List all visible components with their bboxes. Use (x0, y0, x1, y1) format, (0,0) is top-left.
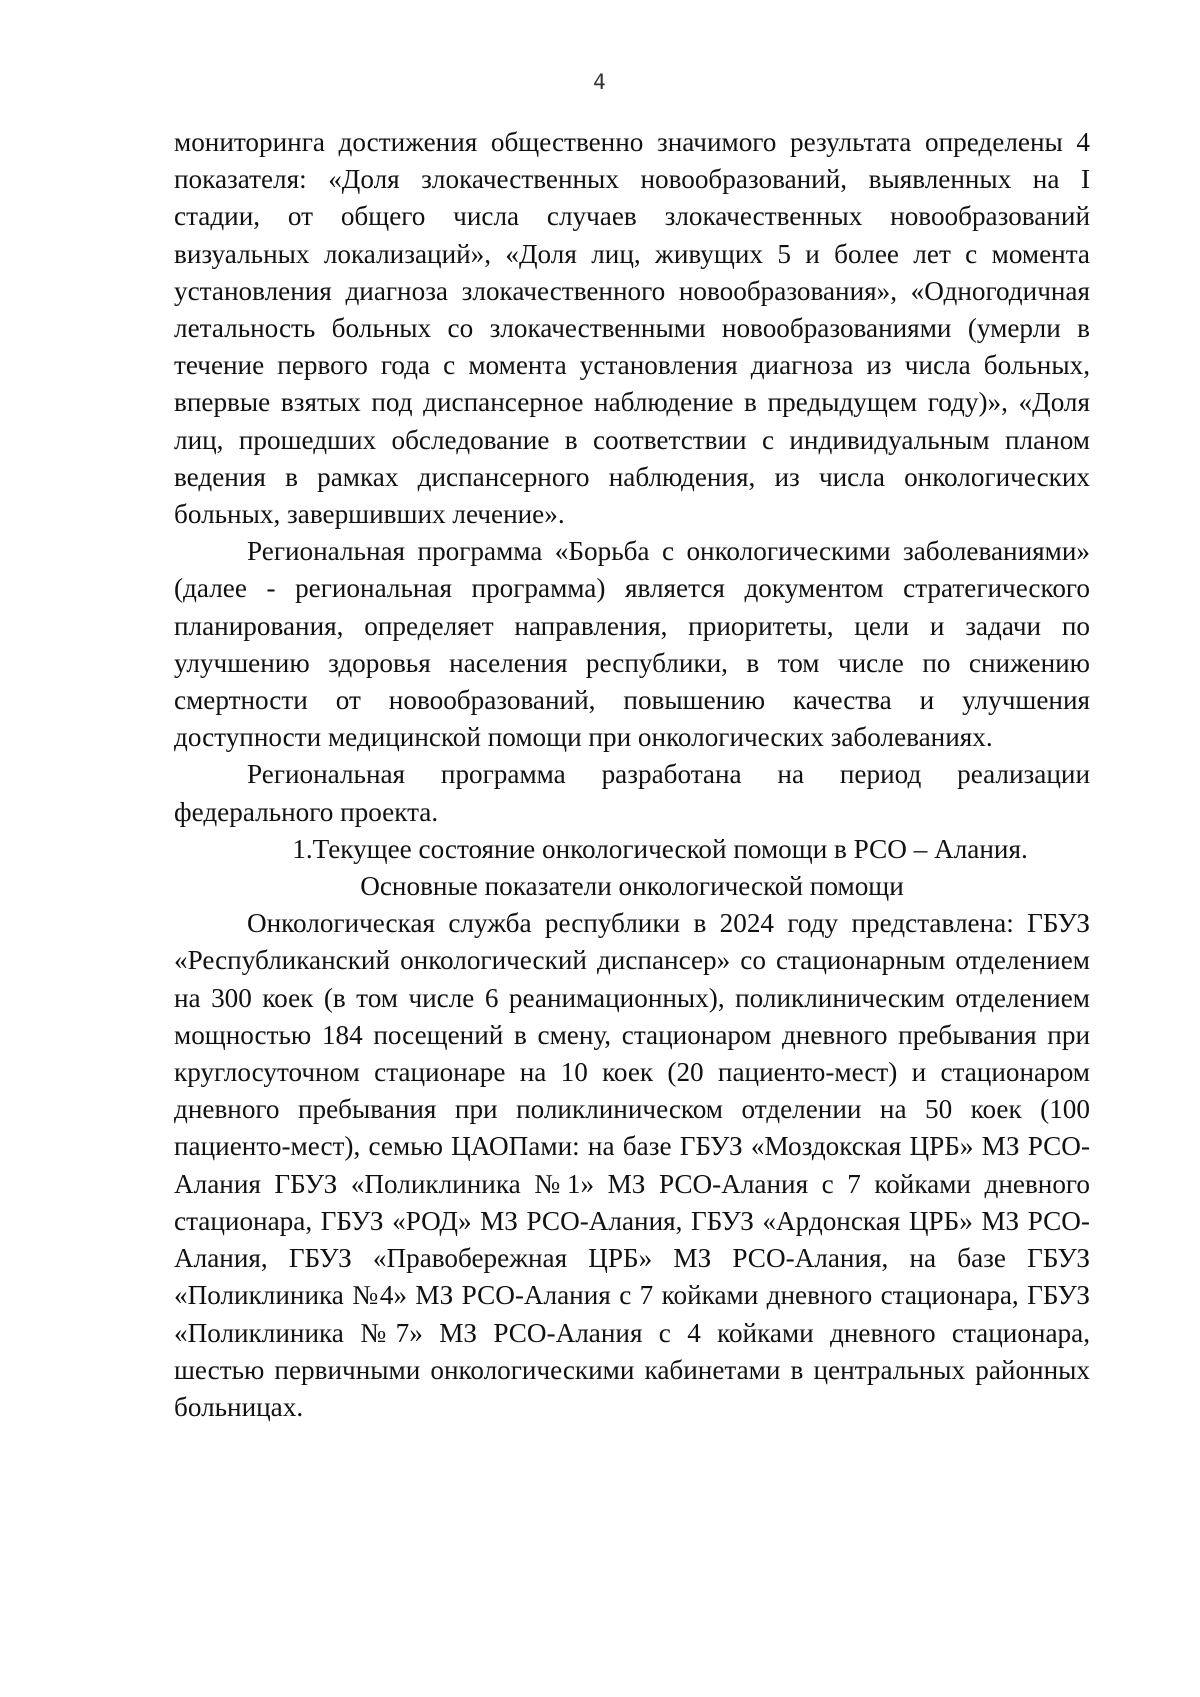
paragraph-program-period: Региональная программа разработана на период реализации федерального проекта. (174, 759, 1090, 827)
paragraph-oncology-service: Онкологическая служба республики в 2024 году представлена: ГБУЗ «Республиканский онкологический диспансер» со стационарным отделением на 300 коек (в том числе 6 реанимационных), поликлиническим отделением мощностью 184 посещений в смену, стационаром дневного пребывания при круглосуточном стационаре на 10 коек (20 пациенто-мест) и стационаром дневного пребывания при поликлиническом отделении на 50 коек (100 пациенто-мест), семью ЦАОПами: на базе ГБУЗ «Моздокская ЦРБ» МЗ РСО-Алания ГБУЗ «Поликлиника №1» МЗ РСО-Алания с 7 койками дневного стационара, ГБУЗ «РОД» МЗ РСО-Алания, ГБУЗ «Ардонская ЦРБ» МЗ РСО-Алания, ГБУЗ «Правобережная ЦРБ» МЗ РСО-Алания, на базе ГБУЗ «Поликлиника №4» МЗ РСО-Алания с 7 койками дневного стационара, ГБУЗ «Поликлиника №7» МЗ РСО-Алания с 4 койками дневного стационара, шестью первичными онкологическими кабинетами в центральных районных больницах. (174, 908, 1090, 1422)
paragraph-monitoring-indicators: мониторинга достижения общественно значимого результата определены 4 показателя: «Доля злокачественных новообразований, выявленных на I стадии, от общего числа случаев злокачественных новообразований визуальных локализаций», «Доля лиц, живущих 5 и более лет с момента установления диагноза злокачественного новообразования», «Одногодичная летальность больных со злокачественными новообразованиями (умерли в течение первого года с момента установления диагноза из числа больных, впервые взятых под диспансерное наблюдение в предыдущем году)», «Доля лиц, прошедших обследование в соответствии с индивидуальным планом ведения в рамках диспансерного наблюдения, из числа онкологических больных, завершивших лечение». (174, 127, 1090, 530)
page-number: 4 (593, 70, 607, 94)
section-heading: 1.Текущее состояние онкологической помощи в РСО – Алания. (292, 833, 1028, 864)
page-body (174, 124, 1090, 1426)
paragraph-regional-program: Региональная программа «Борьба с онкологическими заболеваниями» (далее - региональная программа) является документом стратегического планирования, определяет направления, приоритеты, цели и задачи по улучшению здоровья населения республики, в том числе по снижению смертности от новообразований, повышению качества и улучшения доступности медицинской помощи при онкологических заболеваниях. (174, 536, 1090, 753)
section-subheading: Основные показатели онкологической помощи (360, 871, 904, 902)
